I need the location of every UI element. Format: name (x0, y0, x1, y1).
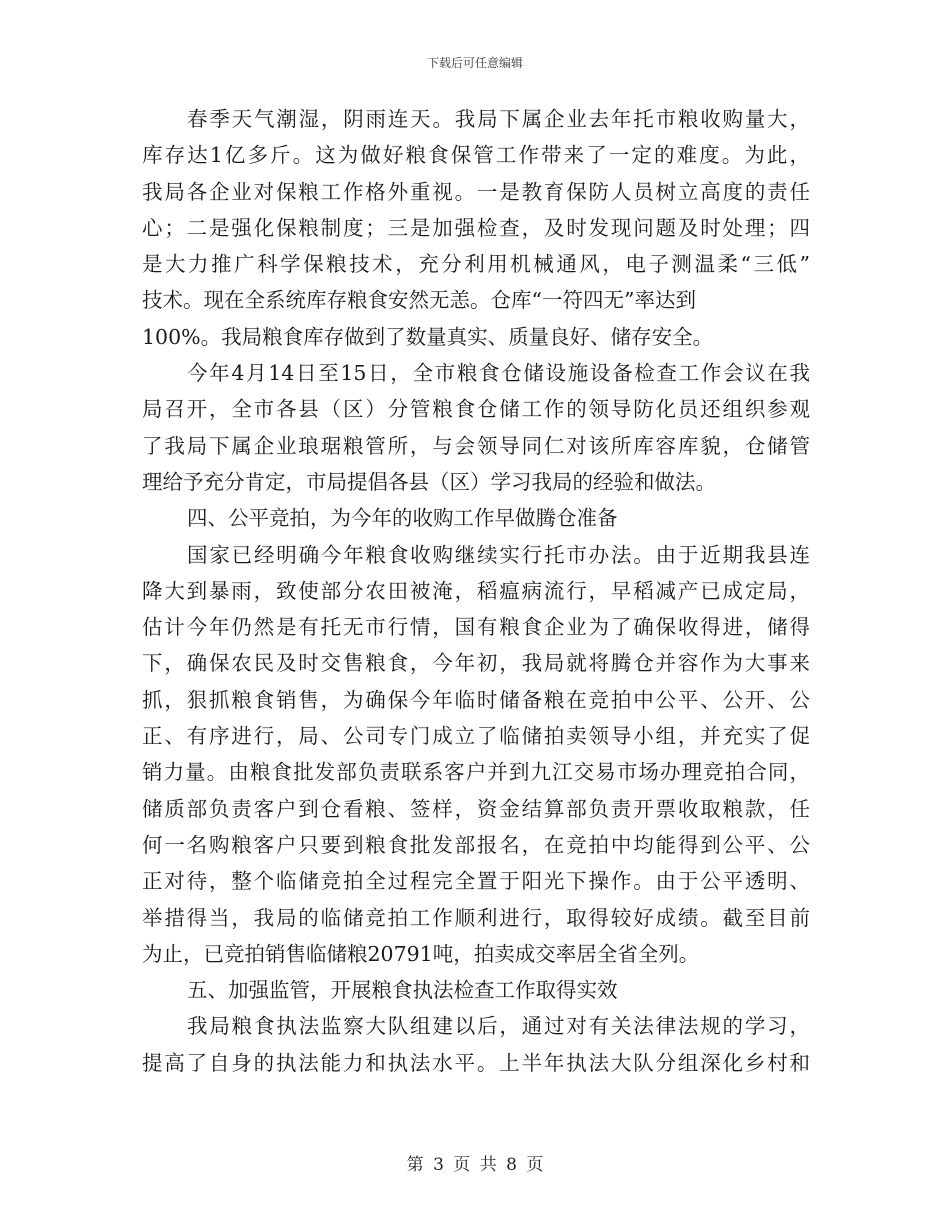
text-line: 何一名购粮客户只要到粮食批发部报名，在竞拍中均能得到公平、公 (142, 832, 810, 857)
text-line: 正对待，整个临储竞拍全过程完全置于阳光下操作。由于公平透明、 (142, 869, 810, 894)
text-line: 下，确保农民及时交售粮食，今年初，我局就将腾仓并容作为大事来 (142, 651, 810, 676)
text-line: 100%。我局粮食库存做到了数量真实、质量良好、储存安全。 (142, 324, 714, 349)
text-line: 局召开，全市各县（区）分管粮食仓储工作的领导防化员还组织参观 (142, 397, 810, 422)
page-header: 下载后可任意编辑 (426, 56, 523, 70)
text-line: 销力量。由粮食批发部负责联系客户并到九江交易市场办理竞拍合同， (142, 760, 810, 785)
text-line: 春季天气潮湿，阴雨连天。我局下属企业去年托市粮收购量大， (187, 107, 810, 131)
text-line: 库存达1亿多斤。这为做好粮食保管工作带来了一定的难度。为此， (142, 143, 810, 168)
text-line: 估计今年仍然是有托无市行情，国有粮食企业为了确保收得进，储得 (142, 615, 810, 640)
page-number: 第 3 页 共 8 页 (406, 1155, 544, 1175)
document-body (142, 104, 810, 1084)
text-line: 是大力推广科学保粮技术，充分利用机械通风，电子测温柔“三低” (142, 252, 810, 277)
text-line: 我局粮食执法监察大队组建以后，通过对有关法律法规的学习， (187, 1014, 810, 1039)
text-line: 抓，狠抓粮食销售，为确保今年临时储备粮在竞拍中公平、公开、公 (142, 687, 810, 712)
text-line: 心；二是强化保粮制度；三是加强检查，及时发现问题及时处理；四 (142, 215, 810, 240)
text-line: 五、加强监管，开展粮食执法检查工作取得实效 (187, 978, 618, 1003)
text-line: 四、公平竞拍，为今年的收购工作早做腾仓准备 (187, 506, 618, 531)
text-line: 提高了自身的执法能力和执法水平。上半年执法大队分组深化乡村和 (142, 1050, 810, 1075)
text-line: 国家已经明确今年粮食收购继续实行托市办法。由于近期我县连 (187, 542, 810, 567)
text-line: 了我局下属企业琅琚粮管所，与会领导同仁对该所库容库貌，仓储管 (142, 433, 810, 458)
text-line: 降大到暴雨，致使部分农田被淹，稻瘟病流行，早稻减产已成定局， (142, 578, 810, 603)
text-line: 正、有序进行，局、公司专门成立了临储拍卖领导小组，并充实了促 (142, 724, 810, 749)
text-line: 我局各企业对保粮工作格外重视。一是教育保防人员树立高度的责任 (142, 179, 810, 204)
text-line: 储质部负责客户到仓看粮、签样，资金结算部负责开票收取粮款，任 (142, 796, 810, 821)
text-line: 理给予充分肯定，市局提倡各县（区）学习我局的经验和做法。 (142, 469, 716, 494)
text-line: 为止，已竞拍销售临储粮20791吨，拍卖成交率居全省全列。 (142, 941, 700, 966)
text-line: 举措得当，我局的临储竞拍工作顺利进行，取得较好成绩。截至目前 (142, 905, 810, 930)
text-line: 今年4月14日至15日，全市粮食仓储设施设备检查工作会议在我 (187, 361, 810, 386)
text-line: 技术。现在全系统库存粮食安然无恙。仓库“一符四无”率达到 (142, 288, 696, 313)
